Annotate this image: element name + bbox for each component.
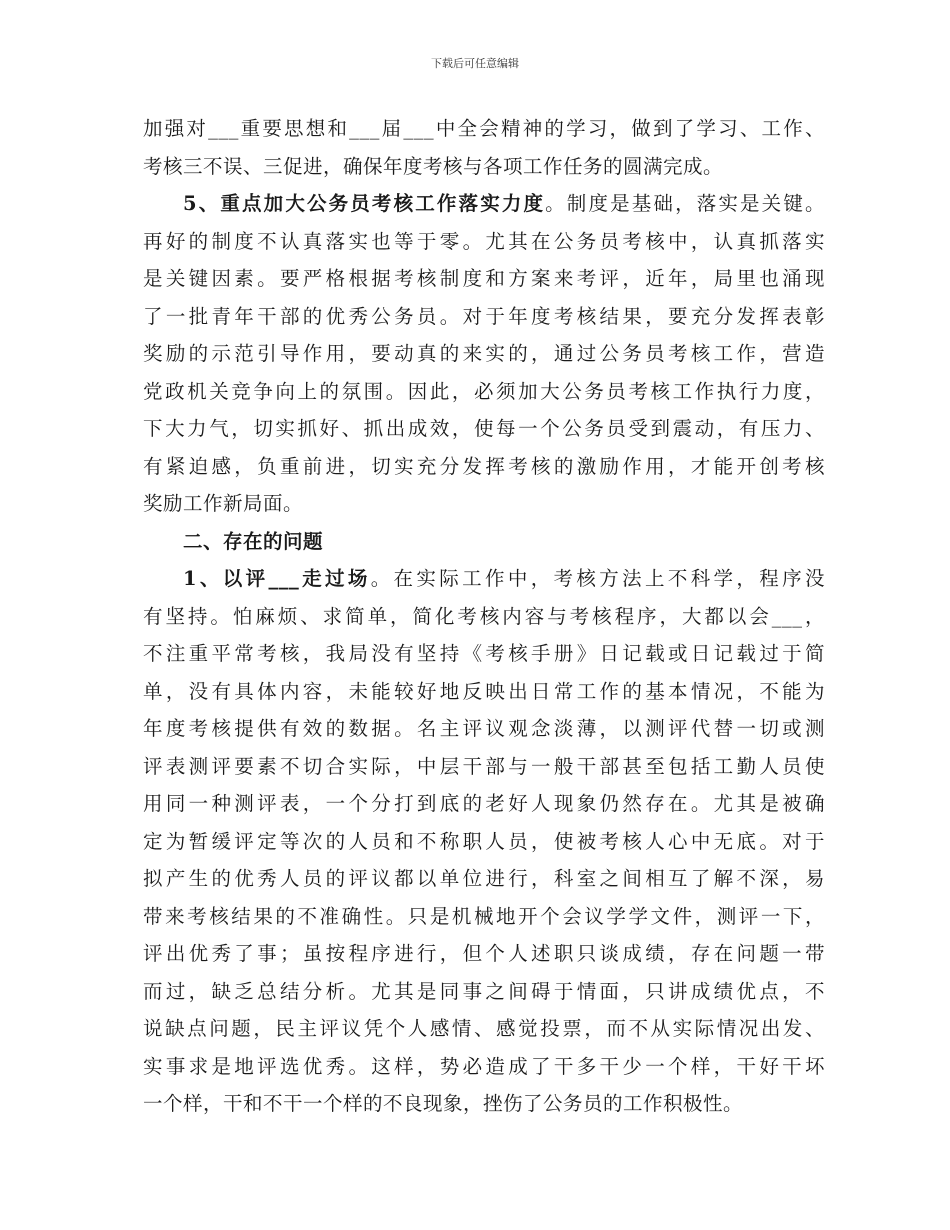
text-line [143, 673, 825, 711]
text-line [143, 560, 825, 598]
text-line [143, 748, 825, 786]
text-line [143, 1010, 825, 1048]
line-text: 有坚持。怕麻烦、求简单，简化考核内容与考核程序，大都以会___， [143, 604, 825, 628]
text-line [143, 710, 825, 748]
text-line [143, 260, 825, 298]
line-text: 考核三不误、三促进，确保年度考核与各项工作任务的圆满完成。 [143, 154, 724, 178]
line-text: 带来考核结果的不准确性。只是机械地开个会议学学文件，测评一下， [143, 904, 825, 928]
line-text: 用同一种测评表，一个分打到底的老好人现象仍然存在。尤其是被确 [143, 792, 825, 815]
line-text: 评出优秀了事；虽按程序进行，但个人述职只谈成绩，存在问题一带 [143, 942, 825, 965]
text-line [143, 973, 825, 1011]
text-line [143, 1085, 825, 1123]
text-line [143, 860, 825, 898]
line-text: 定为暂缓评定等次的人员和不称职人员，使被考核人心中无底。对于 [143, 829, 825, 853]
line-text: 不注重平常考核，我局没有坚持《考核手册》日记载或日记载过于简 [143, 642, 825, 665]
line-text: 单，没有具体内容，未能较好地反映出日常工作的基本情况，不能为 [143, 679, 825, 703]
text-line [143, 635, 825, 673]
line-text: 奖励的示范引导作用，要动真的来实的，通过公务员考核工作，营造 [143, 342, 825, 365]
text-line [143, 335, 825, 373]
text-line [143, 1048, 825, 1086]
text-line [143, 223, 825, 261]
text-line [143, 148, 825, 186]
text-line [143, 485, 825, 523]
text-line [143, 898, 825, 936]
text-line [143, 935, 825, 973]
line-text: 拟产生的优秀人员的评议都以单位进行，科室之间相互了解不深，易 [143, 867, 825, 890]
text-line [143, 298, 825, 336]
line-text: 下大力气，切实抓好、抓出成效，使每一个公务员受到震动，有压力、 [143, 417, 825, 440]
text-line [143, 110, 825, 148]
line-text: 。在实际工作中，考核方法上不科学，程序没 [370, 567, 825, 590]
line-text: 年度考核提供有效的数据。名主评议观念淡薄，以测评代替一切或测 [143, 717, 825, 740]
line-text: 有紧迫感，负重前进，切实充分发挥考核的激励作用，才能开创考核 [143, 454, 825, 478]
line-text: 一个样，干和不干一个样的不良现象，挫伤了公务员的工作积极性。 [143, 1092, 744, 1115]
text-line [143, 410, 825, 448]
line-text: 。制度是基础，落实是关键。 [545, 192, 825, 215]
line-text: 奖励工作新局面。 [143, 492, 304, 515]
text-line [143, 823, 825, 861]
text-line [143, 598, 825, 636]
line-text: 而过，缺乏总结分析。尤其是同事之间碍于情面，只讲成绩优点，不 [143, 979, 825, 1003]
line-text: 加强对___重要思想和___届___中全会精神的学习，做到了学习、工作、 [143, 117, 825, 140]
text-line [143, 373, 825, 411]
line-text: 党政机关竞争向上的氛围。因此，必须加大公务员考核工作执行力度， [143, 379, 825, 403]
line-text: 评表测评要素不切合实际，中层干部与一般干部甚至包括工勤人员使 [143, 754, 825, 778]
heading-text: 二、存在的问题 [183, 529, 324, 553]
line-text: 是关键因素。要严格根据考核制度和方案来考评，近年，局里也涌现 [143, 267, 825, 290]
text-line [143, 448, 825, 486]
line-text: 再好的制度不认真落实也等于零。尤其在公务员考核中，认真抓落实 [143, 229, 825, 253]
line-text: 说缺点问题，民主评议凭个人感情、感觉投票，而不从实际情况出发、 [143, 1017, 825, 1040]
section-heading [143, 523, 825, 561]
line-text: 了一批青年干部的优秀公务员。对于年度考核结果，要充分发挥表彰 [143, 304, 825, 328]
text-line [143, 185, 825, 223]
text-line [143, 785, 825, 823]
header-note: 下载后可任意编辑 [431, 57, 519, 70]
paragraph-lead: 1、以评___走过场 [183, 567, 371, 590]
line-text: 实事求是地评选优秀。这样，势必造成了干多干少一个样，干好干坏 [143, 1054, 825, 1078]
document-body [143, 110, 825, 1123]
paragraph-lead: 5、重点加大公务员考核工作落实力度 [183, 192, 546, 215]
